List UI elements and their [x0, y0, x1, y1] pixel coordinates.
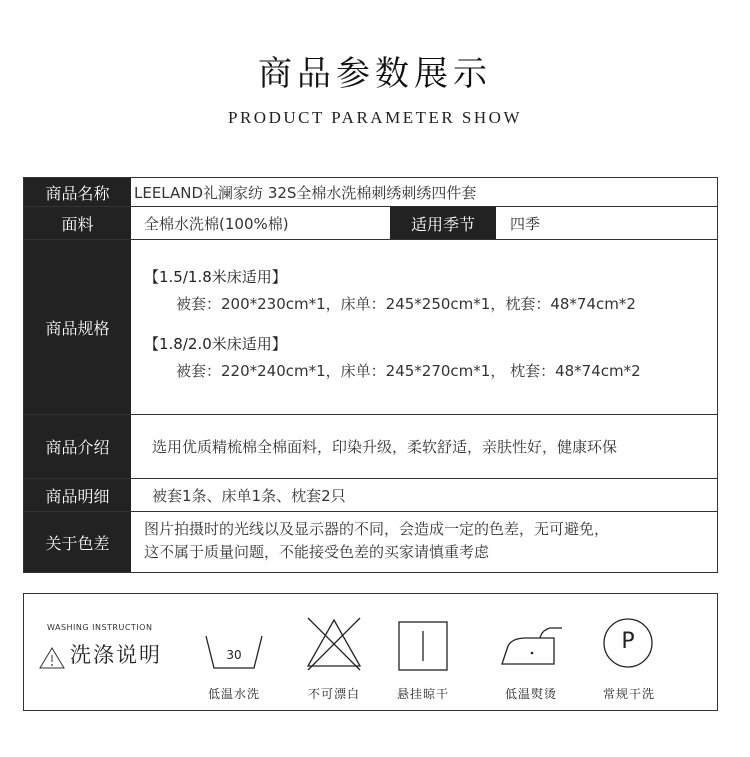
spec-heading: 【1.5/1.8米床适用】	[144, 268, 287, 286]
caption-low-temp-wash: 低温水洗	[207, 687, 260, 701]
parameter-table	[23, 177, 718, 573]
row-fabric	[24, 207, 717, 240]
color-note-line: 这不属于质量问题，不能接受色差的买家请慎重考虑	[144, 543, 490, 561]
dry-clean-icon	[602, 617, 654, 669]
label-spec: 商品规格	[24, 240, 131, 414]
washing-title-zh: 洗涤说明	[70, 643, 162, 667]
wash-30-icon	[202, 630, 266, 672]
washing-instruction-panel	[23, 593, 718, 711]
page-title: 商品参数展示	[258, 54, 492, 94]
label-season: 适用季节	[390, 207, 496, 239]
no-bleach-icon	[302, 614, 366, 672]
page-subtitle: PRODUCT PARAMETER SHOW	[228, 108, 522, 127]
value-season: 四季	[510, 214, 541, 233]
label-detail: 商品明细	[24, 479, 131, 511]
value-product-name: LEELAND礼澜家纺 32S全棉水洗棉刺绣刺绣四件套	[134, 183, 477, 202]
row-detail	[24, 479, 717, 512]
caption-no-bleach: 不可漂白	[307, 687, 360, 701]
row-intro	[24, 415, 717, 479]
label-fabric: 面料	[24, 207, 131, 239]
value-fabric: 全棉水洗棉(100%棉)	[144, 214, 289, 233]
caption-hang-dry: 悬挂晾干	[396, 687, 449, 701]
spec-detail: 被套：200*230cm*1，床单：245*250cm*1，枕套：48*74cm*2	[176, 295, 636, 313]
dry-clean-letter: P	[621, 629, 635, 654]
spec-detail: 被套：220*240cm*1，床单：245*270cm*1， 枕套：48*74cm*2	[176, 362, 641, 380]
caption-dry-clean: 常规干洗	[602, 687, 655, 701]
value-detail: 被套1条、床单1条、枕套2只	[152, 486, 346, 505]
spec-heading: 【1.8/2.0米床适用】	[144, 335, 287, 353]
row-color-difference	[24, 512, 717, 572]
label-product-name: 商品名称	[24, 178, 131, 206]
warning-icon	[38, 646, 66, 670]
row-product-name	[24, 178, 717, 207]
caption-low-temp-iron: 低温熨烫	[504, 687, 557, 701]
label-intro: 商品介绍	[24, 415, 131, 478]
hang-dry-icon	[398, 621, 448, 671]
label-color-difference: 关于色差	[24, 512, 131, 572]
wash-temperature: 30	[226, 648, 242, 662]
washing-title-en: WASHING INSTRUCTION	[47, 623, 153, 632]
value-intro: 选用优质精梳棉全棉面料，印染升级，柔软舒适，亲肤性好，健康环保	[152, 438, 618, 456]
row-spec	[24, 240, 717, 415]
color-note-line: 图片拍摄时的光线以及显示器的不同，会造成一定的色差，无可避免，	[144, 520, 610, 538]
low-iron-icon	[498, 622, 564, 670]
